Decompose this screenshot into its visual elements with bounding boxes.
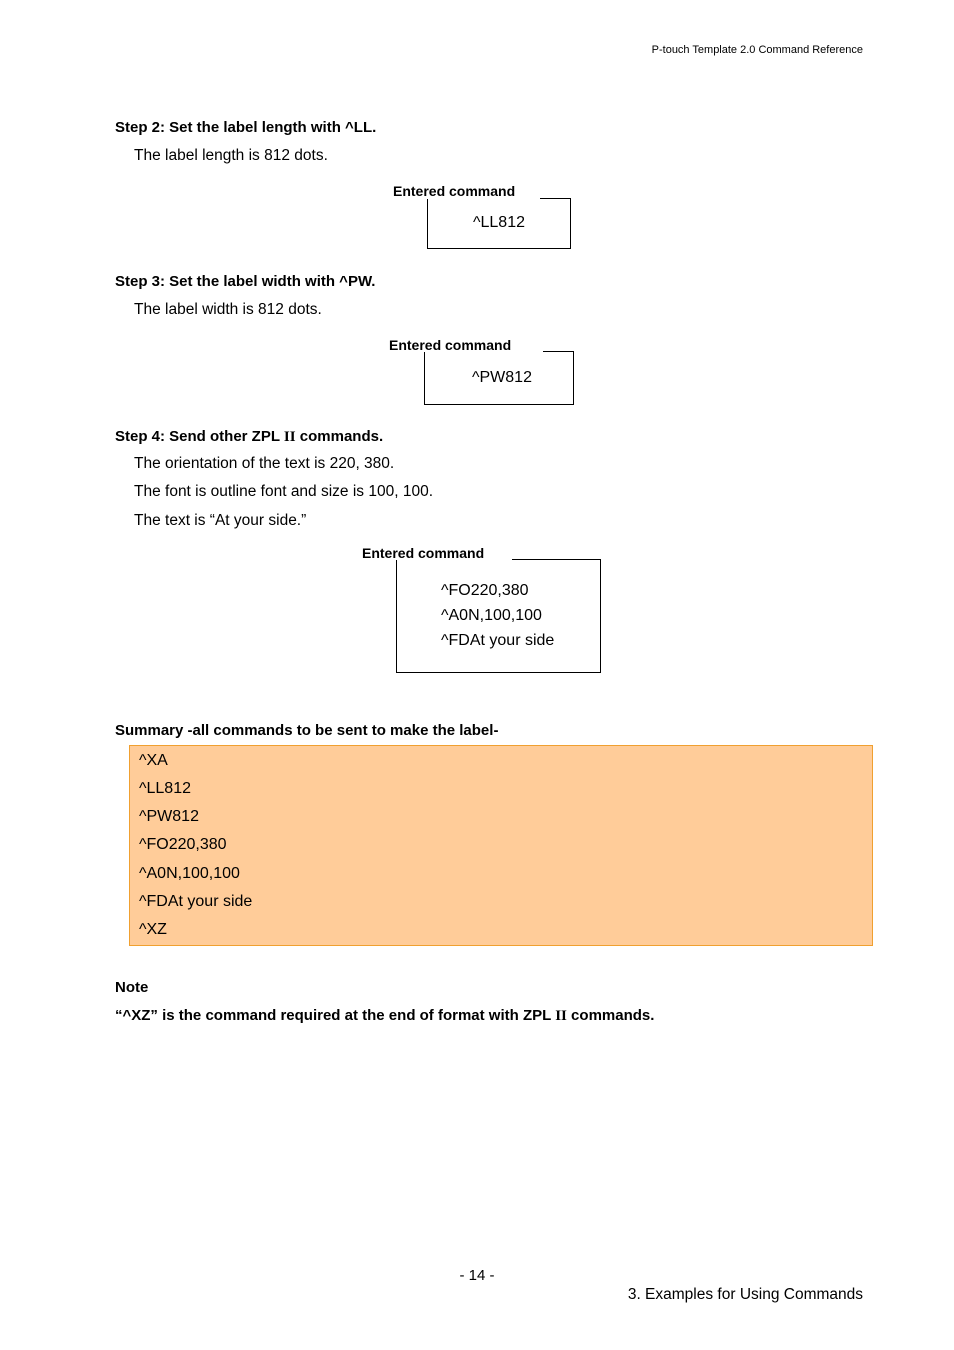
step4-heading-start: Step 4: Send other ZPL xyxy=(115,428,284,445)
step4-line-orientation: The orientation of the text is 220, 380. xyxy=(134,455,395,472)
summary-command-xa: ^XA xyxy=(139,752,168,769)
step4-command-3: ^FDAt your side xyxy=(441,632,555,649)
note-text-roman: II xyxy=(555,1008,567,1024)
step2-description: The label length is 812 dots. xyxy=(134,147,328,164)
step2-command-box xyxy=(427,199,571,249)
step3-description: The label width is 812 dots. xyxy=(134,301,322,318)
summary-command-fd: ^FDAt your side xyxy=(139,893,253,910)
box-top-line xyxy=(543,351,574,352)
step3-entered-command-label: Entered command xyxy=(389,337,512,353)
step4-heading-roman: II xyxy=(283,429,296,445)
note-heading: Note xyxy=(115,979,149,996)
footer-section-title: 3. Examples for Using Commands xyxy=(627,1286,863,1303)
step4-line-text: The text is “At your side.” xyxy=(134,512,307,529)
step2-heading: Step 2: Set the label length with ^LL. xyxy=(115,119,377,136)
step3-command: ^PW812 xyxy=(472,369,532,386)
step4-entered-command-label: Entered command xyxy=(362,545,485,561)
note-text-start: “^XZ” is the command required at the end of format with ZPL xyxy=(115,1007,556,1024)
step2-entered-command-label: Entered command xyxy=(393,183,516,199)
step3-command-box xyxy=(424,352,574,405)
note-text xyxy=(115,1007,654,1025)
step4-heading-end: commands. xyxy=(295,428,384,445)
summary-heading: Summary -all commands to be sent to make the label- xyxy=(115,722,499,739)
step4-command-box xyxy=(396,560,601,673)
step4-command-1: ^FO220,380 xyxy=(441,582,529,599)
box-top-line xyxy=(512,559,601,560)
summary-command-xz: ^XZ xyxy=(139,921,167,938)
step3-heading: Step 3: Set the label width with ^PW. xyxy=(115,273,376,290)
page-number: - 14 - xyxy=(459,1267,495,1284)
summary-command-pw: ^PW812 xyxy=(139,808,199,825)
summary-command-fo: ^FO220,380 xyxy=(139,836,227,853)
summary-command-box xyxy=(129,745,873,946)
step4-command-2: ^A0N,100,100 xyxy=(441,607,542,624)
summary-command-ll: ^LL812 xyxy=(139,780,191,797)
step4-line-font: The font is outline font and size is 100, 100. xyxy=(134,483,433,500)
box-top-line xyxy=(540,198,571,199)
page-header-title: P-touch Template 2.0 Command Reference xyxy=(651,44,863,56)
step4-heading xyxy=(115,428,383,446)
step2-command: ^LL812 xyxy=(473,214,525,231)
summary-command-a0n: ^A0N,100,100 xyxy=(139,865,240,882)
note-text-end: commands. xyxy=(566,1007,655,1024)
